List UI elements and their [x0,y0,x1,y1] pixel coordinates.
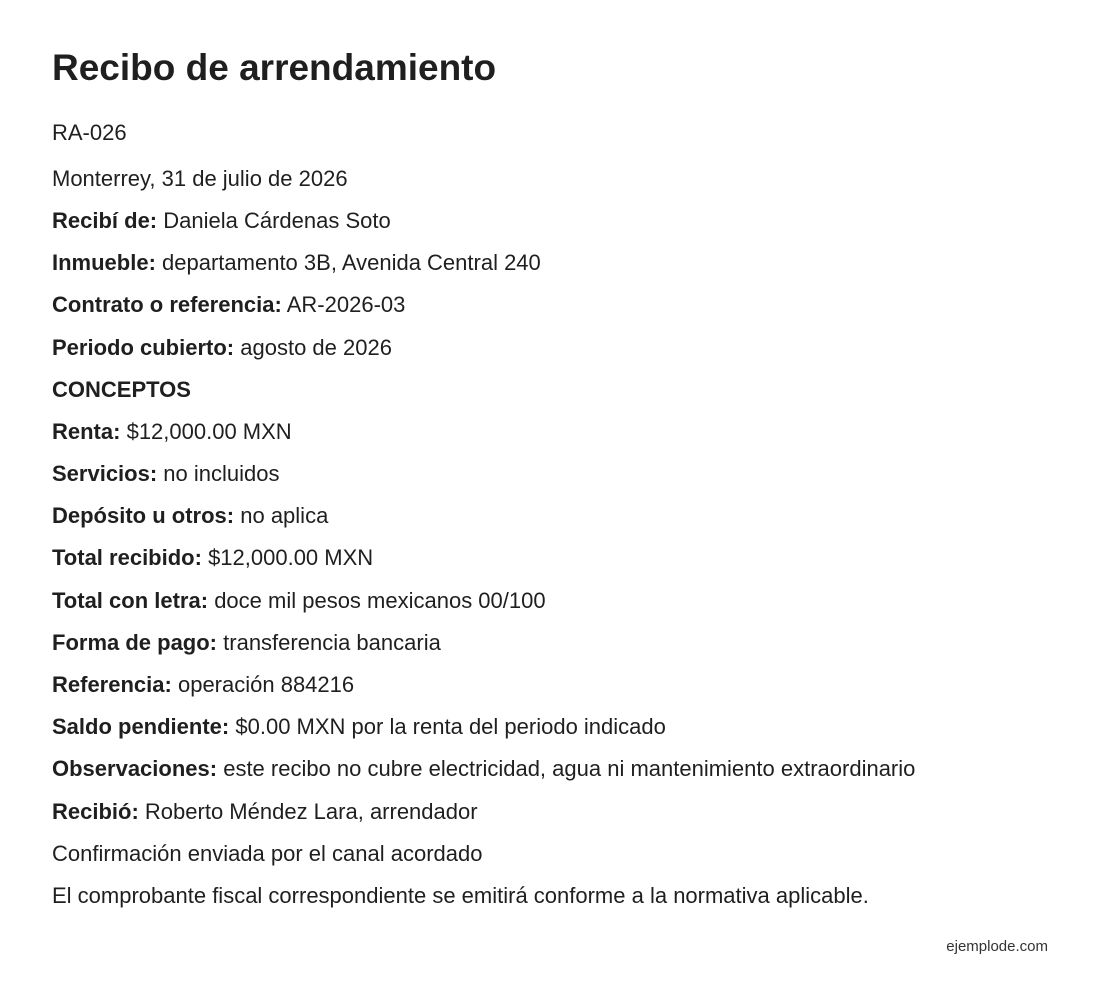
property-row [52,249,541,277]
observations-row [52,755,915,783]
services-value: no incluidos [163,461,280,486]
rent-value: $12,000.00 MXN [126,419,292,444]
payment-method-label: Forma de pago: [52,630,218,655]
property-label: Inmueble: [52,250,156,275]
balance-row [52,713,666,741]
property-value: departamento 3B, Avenida Central 240 [162,250,541,275]
period-label: Periodo cubierto: [52,335,235,360]
services-row [52,460,279,488]
contract-label: Contrato o referencia: [52,292,282,317]
contract-value: AR-2026-03 [286,292,406,317]
received-from-row [52,207,391,235]
reference-label: Referencia: [52,672,172,697]
received-from-value: Daniela Cárdenas Soto [163,208,391,233]
payment-method-row [52,629,441,657]
total-row [52,544,373,572]
total-words-label: Total con letra: [52,588,209,613]
observations-value: este recibo no cubre electricidad, agua ni mantenimiento extraordinario [223,756,916,781]
received-by-label: Recibió: [52,799,139,824]
place-date: Monterrey, 31 de julio de 2026 [52,166,348,191]
observations-label: Observaciones: [52,756,218,781]
received-from-label: Recibí de: [52,208,158,233]
period-value: agosto de 2026 [240,335,392,360]
period-row [52,334,392,362]
concepts-heading: CONCEPTOS [52,377,191,402]
services-label: Servicios: [52,461,158,486]
deposit-label: Depósito u otros: [52,503,235,528]
deposit-row [52,502,328,530]
total-words-row [52,587,546,615]
reference-row [52,671,354,699]
received-by-row [52,798,478,826]
rent-row [52,418,292,446]
page-title: Recibo de arrendamiento [52,47,497,88]
site-footer: ejemplode.com [946,938,1048,955]
confirmation-note: Confirmación enviada por el canal acordado [52,841,483,866]
total-words-value: doce mil pesos mexicanos 00/100 [214,588,546,613]
payment-method-value: transferencia bancaria [223,630,441,655]
total-value: $12,000.00 MXN [208,545,374,570]
fiscal-note: El comprobante fiscal correspondiente se emitirá conforme a la normativa aplicable. [52,883,869,908]
reference-value: operación 884216 [177,672,355,697]
received-by-value: Roberto Méndez Lara, arrendador [144,799,478,824]
contract-row [52,291,405,319]
receipt-folio: RA-026 [52,120,127,145]
rent-label: Renta: [52,419,121,444]
balance-label: Saldo pendiente: [52,714,230,739]
deposit-value: no aplica [240,503,329,528]
balance-value: $0.00 MXN por la renta del periodo indicado [235,714,666,739]
total-label: Total recibido: [52,545,202,570]
